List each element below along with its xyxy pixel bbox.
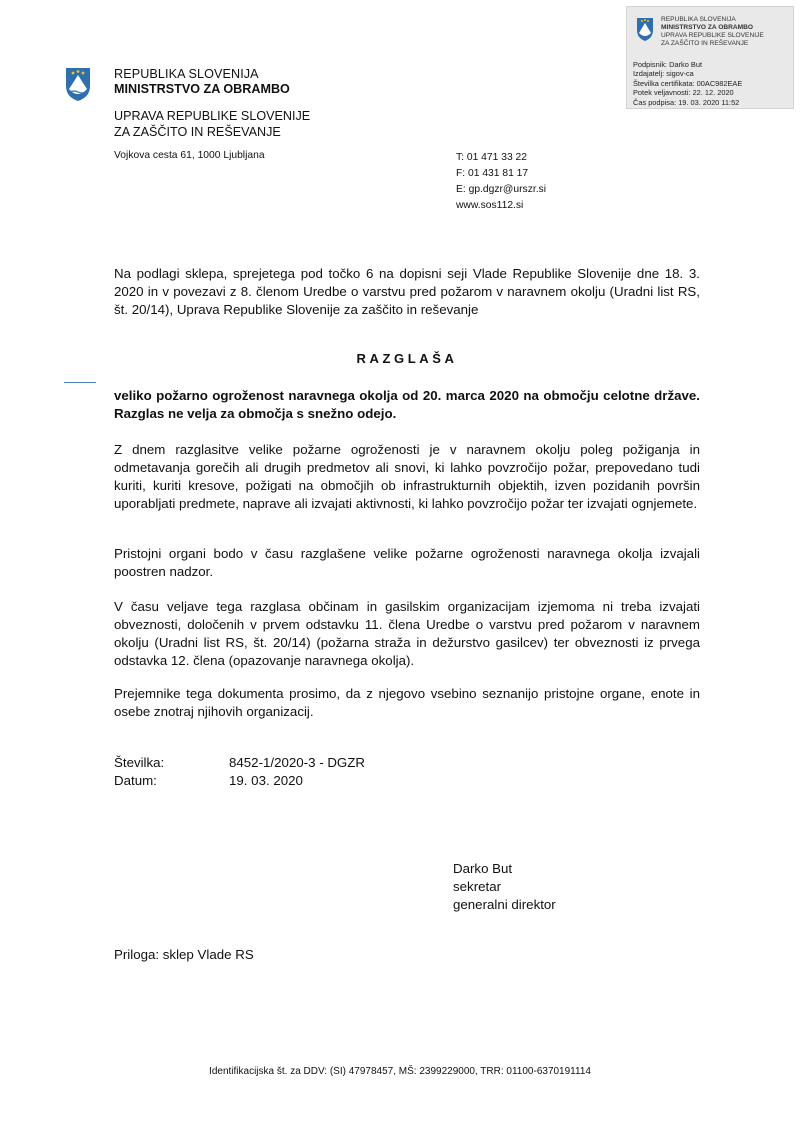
- stamp-signed-at: Čas podpisa: 19. 03. 2020 11:52: [633, 97, 740, 107]
- date-label: Datum:: [114, 773, 157, 788]
- signer-role: sekretar: [453, 879, 502, 894]
- coat-of-arms-icon: [64, 66, 92, 102]
- header-ministry: MINISTRSTVO ZA OBRAMBO: [114, 82, 290, 96]
- margin-rule: [64, 382, 96, 383]
- declaration-paragraph: veliko požarno ogroženost naravnega okolja od 20. marca 2020 na območju celotne države. Razglas ne velja za območja s snežno odejo.: [114, 388, 700, 421]
- contact-email: E: gp.dgzr@urszr.si: [456, 184, 546, 195]
- body-paragraph-3: V času veljave tega razglasa občinam in gasilskim organizacijam izjemoma ni treba izvajati obveznosti, določenih v prvem odstavku 11. člena Uredbe o varstvu pred požarom v naravnem okolju (Uradni list RS, št. 20/14) (požarna straža in dežurstvo gasilcev) ter obveznosti iz prvega odstavka 12. člena (opazovanje naravnega okolja).: [114, 599, 700, 668]
- coat-of-arms-icon: [635, 16, 655, 42]
- intro-paragraph: Na podlagi sklepa, sprejetega pod točko 6 na dopisni seji Vlade Republike Slovenije dne 18. 3. 2020 in v povezavi z 8. členom Uredbe o varstvu pred požarom v naravnem okolju (Uradni list RS, št. 20/14), Uprava Republike Slovenije za zaščito in reševanje: [114, 266, 700, 317]
- stamp-certificate: Številka certifikata: 00AC982EAE: [633, 78, 743, 88]
- digital-signature-stamp: [626, 6, 794, 109]
- attachment-note: Priloga: sklep Vlade RS: [114, 947, 254, 962]
- document-title: RAZGLAŠA: [356, 351, 458, 366]
- contact-phone: T: 01 471 33 22: [456, 152, 527, 163]
- stamp-signer: Podpisnik: Darko But: [633, 60, 703, 69]
- stamp-ministry: REPUBLIKA SLOVENIJA MINISTRSTVO ZA OBRAMBO UPRAVA REPUBLIKE SLOVENIJE ZA ZAŠČITO IN REŠEVANJE: [661, 16, 764, 47]
- header-republic: REPUBLIKA SLOVENIJA: [114, 67, 259, 81]
- body-paragraph-4: Prejemnike tega dokumenta prosimo, da z njegovo vsebino seznanijo pristojne organe, enote in osebe znotraj njihovih organizacij.: [114, 686, 700, 719]
- stamp-details: [633, 60, 742, 107]
- signer-name: Darko But: [453, 861, 513, 876]
- signer-title: generalni direktor: [453, 897, 556, 912]
- contact-fax: F: 01 431 81 17: [456, 168, 529, 179]
- header-administration: UPRAVA REPUBLIKE SLOVENIJE ZA ZAŠČITO IN REŠEVANJE: [114, 109, 311, 139]
- stamp-issuer: Izdajatelj: sigov-ca: [633, 69, 694, 79]
- document-number: 8452-1/2020-3 - DGZR: [229, 755, 365, 770]
- number-label: Številka:: [114, 755, 165, 770]
- body-paragraph-1: Z dnem razglasitve velike požarne ogroženosti je v naravnem okolju poleg požiganja in odmetavanja gorečih ali drugih predmetov ali snovi, ki lahko povzročijo požar, prepovedano tudi kuriti, kuriti kresove, požigati na območjih ob infrastrukturnih objektih, izven pozidanih površin uporabljati predmete, naprave ali izvajati aktivnosti, ki lahko povzročijo požar ter izvajati ognjemete.: [114, 442, 700, 511]
- header-address: Vojkova cesta 61, 1000 Ljubljana: [114, 150, 265, 161]
- contact-web: www.sos112.si: [456, 200, 524, 211]
- signer-block: [453, 860, 556, 914]
- document-date: 19. 03. 2020: [229, 773, 303, 788]
- body-paragraph-2: Pristojni organi bodo v času razglašene velike požarne ogroženosti naravnega okolja izvajali poostren nadzor.: [114, 546, 700, 579]
- header-contacts: [456, 150, 546, 214]
- stamp-expiry: Potek veljavnosti: 22. 12. 2020: [633, 88, 734, 98]
- footer-registration: Identifikacijska št. za DDV: (SI) 47978457, MŠ: 2399229000, TRR: 01100-6370191114: [209, 1066, 591, 1077]
